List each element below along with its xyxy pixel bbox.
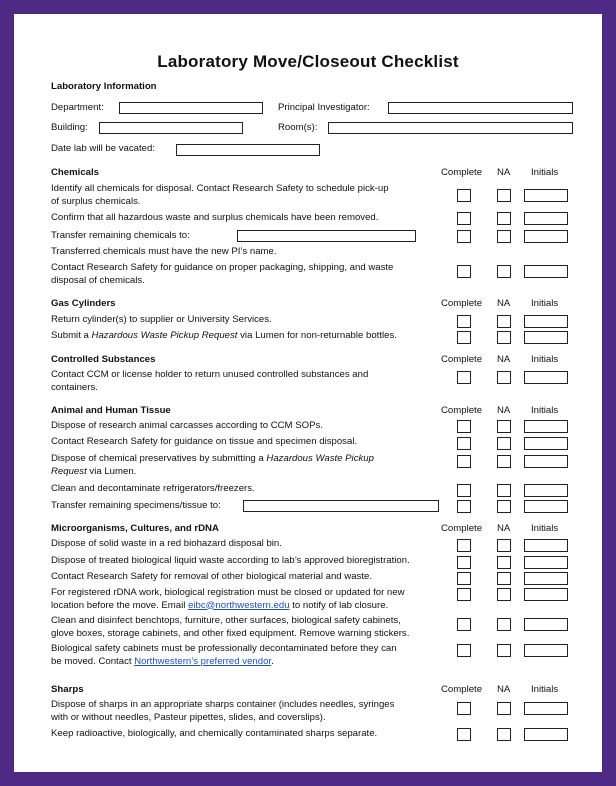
animal-4-complete-checkbox[interactable] — [457, 484, 471, 497]
micro-5-complete-checkbox[interactable] — [457, 618, 471, 631]
chem-item-5-line1: Contact Research Safety for guidance on proper packaging, shipping, and waste — [51, 262, 394, 273]
micro-2-complete-checkbox[interactable] — [457, 556, 471, 569]
controlled-item-1 — [51, 369, 368, 394]
micro-1-initials-field[interactable] — [524, 539, 568, 552]
gas-1-na-checkbox[interactable] — [497, 315, 511, 328]
animal-item-3 — [51, 453, 374, 478]
department-field[interactable] — [119, 102, 263, 114]
controlled-1-complete-checkbox[interactable] — [457, 371, 471, 384]
chem-3-complete-checkbox[interactable] — [457, 230, 471, 243]
micro-initials-header: Initials — [531, 523, 559, 534]
sharps-complete-header: Complete — [441, 684, 483, 695]
page-title: Laboratory Move/Closeout Checklist — [157, 52, 459, 71]
chem-item-1 — [51, 183, 389, 208]
chem-transfer-field[interactable] — [237, 230, 416, 242]
sharps-1-na-checkbox[interactable] — [497, 702, 511, 715]
animal-1-initials-field[interactable] — [524, 420, 568, 433]
animal-4-na-checkbox[interactable] — [497, 484, 511, 497]
chem-5-na-checkbox[interactable] — [497, 265, 511, 278]
micro-2-na-checkbox[interactable] — [497, 556, 511, 569]
micro-complete-header: Complete — [441, 523, 483, 534]
animal-1-complete-checkbox[interactable] — [457, 420, 471, 433]
building-field[interactable] — [99, 122, 243, 134]
chem-item-2: Confirm that all hazardous waste and surplus chemicals have been removed. — [51, 212, 379, 223]
animal-complete-header: Complete — [441, 405, 483, 416]
gas-2-complete-checkbox[interactable] — [457, 331, 471, 344]
animal-heading: Animal and Human Tissue — [51, 405, 171, 416]
animal-4-initials-field[interactable] — [524, 484, 568, 497]
chem-item-5-line2: disposal of chemicals. — [51, 274, 145, 286]
micro-3-na-checkbox[interactable] — [497, 572, 511, 585]
micro-5-na-checkbox[interactable] — [497, 618, 511, 631]
chemicals-heading: Chemicals — [51, 167, 99, 178]
micro-item-4-post: to notify of lab closure. — [289, 599, 389, 611]
department-label: Department: — [51, 102, 104, 113]
chem-item-4: Transferred chemicals must have the new PI’s name. — [51, 246, 277, 257]
sharps-heading: Sharps — [51, 684, 84, 695]
chem-3-initials-field[interactable] — [524, 230, 568, 243]
sharps-na-header: NA — [497, 684, 511, 695]
micro-item-6-line1: Biological safety cabinets must be professionally decontaminated before they can — [51, 643, 397, 654]
animal-2-initials-field[interactable] — [524, 437, 568, 450]
animal-item-3-form: Hazardous Waste Pickup — [266, 453, 374, 464]
gas-complete-header: Complete — [441, 298, 483, 309]
gas-item-2 — [51, 330, 397, 343]
sharps-2-na-checkbox[interactable] — [497, 728, 511, 741]
checklist-sheet — [14, 14, 602, 772]
gas-item-2-post: via Lumen for non-returnable bottles. — [237, 330, 397, 341]
controlled-item-1-line1: Contact CCM or license holder to return unused controlled substances and — [51, 369, 369, 380]
micro-item-4 — [51, 587, 405, 612]
micro-item-6-pre: be moved. Contact — [51, 655, 135, 667]
chem-1-initials-field[interactable] — [524, 189, 568, 202]
gas-2-initials-field[interactable] — [524, 331, 568, 344]
animal-item-5: Transfer remaining specimens/tissue to: — [51, 500, 221, 511]
micro-item-5-line1: Clean and disinfect benchtops, furniture, other surfaces, biological safety cabinets, — [51, 615, 401, 626]
micro-6-na-checkbox[interactable] — [497, 644, 511, 657]
micro-item-5-line2: glove boxes, storage cabinets, and other fixed equipment. Remove warning stickers. — [51, 627, 410, 639]
gas-item-1: Return cylinder(s) to supplier or University Services. — [51, 314, 272, 325]
gas-item-2-pre: Submit a — [51, 330, 92, 341]
preferred-vendor-link[interactable]: Northwestern’s preferred vendor — [134, 655, 272, 667]
micro-item-1: Dispose of solid waste in a red biohazard disposal bin. — [51, 538, 282, 549]
sharps-1-complete-checkbox[interactable] — [457, 702, 471, 715]
chem-5-initials-field[interactable] — [524, 265, 568, 278]
micro-item-4-pre: location before the move. Email — [51, 599, 189, 611]
micro-item-4-line1: For registered rDNA work, biological registration must be closed or updated for new — [51, 587, 405, 598]
chem-5-complete-checkbox[interactable] — [457, 265, 471, 278]
controlled-na-header: NA — [497, 354, 511, 365]
chem-1-complete-checkbox[interactable] — [457, 189, 471, 202]
animal-item-4: Clean and decontaminate refrigerators/freezers. — [51, 483, 255, 494]
building-label: Building: — [51, 122, 88, 133]
initials-header: Initials — [531, 167, 559, 178]
complete-header: Complete — [441, 167, 483, 178]
controlled-heading: Controlled Substances — [51, 354, 156, 365]
micro-4-initials-field[interactable] — [524, 588, 568, 601]
micro-3-initials-field[interactable] — [524, 572, 568, 585]
sharps-2-initials-field[interactable] — [524, 728, 568, 741]
specimens-transfer-field[interactable] — [243, 500, 439, 512]
micro-na-header: NA — [497, 523, 511, 534]
rooms-label: Room(s): — [278, 122, 318, 133]
chem-item-1-line1: Identify all chemicals for disposal. Contact Research Safety to schedule pick-up — [51, 183, 389, 194]
chem-3-na-checkbox[interactable] — [497, 230, 511, 243]
micro-heading: Microorganisms, Cultures, and rDNA — [51, 523, 219, 534]
eibc-email-link[interactable]: eibc@northwestern.edu — [188, 599, 290, 611]
micro-4-complete-checkbox[interactable] — [457, 588, 471, 601]
animal-5-initials-field[interactable] — [524, 500, 568, 513]
pi-label: Principal Investigator: — [278, 102, 370, 113]
animal-initials-header: Initials — [531, 405, 559, 416]
gas-2-na-checkbox[interactable] — [497, 331, 511, 344]
animal-5-complete-checkbox[interactable] — [457, 500, 471, 513]
sharps-2-complete-checkbox[interactable] — [457, 728, 471, 741]
animal-2-complete-checkbox[interactable] — [457, 437, 471, 450]
micro-4-na-checkbox[interactable] — [497, 588, 511, 601]
micro-1-na-checkbox[interactable] — [497, 539, 511, 552]
chem-1-na-checkbox[interactable] — [497, 189, 511, 202]
animal-3-initials-field[interactable] — [524, 455, 568, 468]
chem-item-5 — [51, 262, 393, 287]
micro-3-complete-checkbox[interactable] — [457, 572, 471, 585]
animal-2-na-checkbox[interactable] — [497, 437, 511, 450]
gas-item-2-form: Hazardous Waste Pickup Request — [91, 330, 238, 341]
micro-item-2: Dispose of treated biological liquid waste according to lab’s approved bioregistration. — [51, 555, 410, 566]
micro-item-6-post: . — [271, 655, 274, 667]
animal-na-header: NA — [497, 405, 511, 416]
animal-item-3-form-line2: Request — [51, 465, 87, 477]
micro-5-initials-field[interactable] — [524, 618, 568, 631]
animal-3-complete-checkbox[interactable] — [457, 455, 471, 468]
animal-1-na-checkbox[interactable] — [497, 420, 511, 433]
sharps-item-2: Keep radioactive, biologically, and chemically contaminated sharps separate. — [51, 728, 378, 739]
micro-6-initials-field[interactable] — [524, 644, 568, 657]
controlled-1-na-checkbox[interactable] — [497, 371, 511, 384]
gas-na-header: NA — [497, 298, 511, 309]
animal-item-2: Contact Research Safety for guidance on tissue and specimen disposal. — [51, 436, 358, 447]
animal-5-na-checkbox[interactable] — [497, 500, 511, 513]
na-header: NA — [497, 167, 511, 178]
chem-item-3: Transfer remaining chemicals to: — [51, 230, 190, 241]
micro-1-complete-checkbox[interactable] — [457, 539, 471, 552]
sharps-1-initials-field[interactable] — [524, 702, 568, 715]
sharps-initials-header: Initials — [531, 684, 559, 695]
controlled-item-1-line2: containers. — [51, 381, 98, 393]
sharps-item-1 — [51, 699, 394, 724]
animal-3-na-checkbox[interactable] — [497, 455, 511, 468]
micro-item-6 — [51, 643, 397, 668]
vacate-date-label: Date lab will be vacated: — [51, 143, 155, 154]
animal-item-3-pre: Dispose of chemical preservatives by submitting a — [51, 453, 267, 464]
gas-heading: Gas Cylinders — [51, 298, 116, 309]
chem-item-1-line2: of surplus chemicals. — [51, 195, 141, 207]
controlled-complete-header: Complete — [441, 354, 483, 365]
chem-2-initials-field[interactable] — [524, 212, 568, 225]
gas-initials-header: Initials — [531, 298, 559, 309]
controlled-1-initials-field[interactable] — [524, 371, 568, 384]
animal-item-1: Dispose of research animal carcasses according to CCM SOPs. — [51, 420, 323, 431]
micro-6-complete-checkbox[interactable] — [457, 644, 471, 657]
chem-2-complete-checkbox[interactable] — [457, 212, 471, 225]
rooms-field[interactable] — [328, 122, 573, 134]
chem-2-na-checkbox[interactable] — [497, 212, 511, 225]
animal-item-3-post: via Lumen. — [86, 465, 137, 477]
sharps-item-1-line2: with or without needles, Pasteur pipettes, slides, and coverslips). — [51, 711, 326, 723]
pi-field[interactable] — [388, 102, 573, 114]
vacate-date-field[interactable] — [176, 144, 320, 156]
micro-item-5 — [51, 615, 409, 640]
lab-info-heading: Laboratory Information — [51, 81, 157, 92]
gas-1-complete-checkbox[interactable] — [457, 315, 471, 328]
controlled-initials-header: Initials — [531, 354, 559, 365]
micro-2-initials-field[interactable] — [524, 556, 568, 569]
sharps-item-1-line1: Dispose of sharps in an appropriate sharps container (includes needles, syringes — [51, 699, 395, 710]
gas-1-initials-field[interactable] — [524, 315, 568, 328]
micro-item-3: Contact Research Safety for removal of other biological material and waste. — [51, 571, 373, 582]
